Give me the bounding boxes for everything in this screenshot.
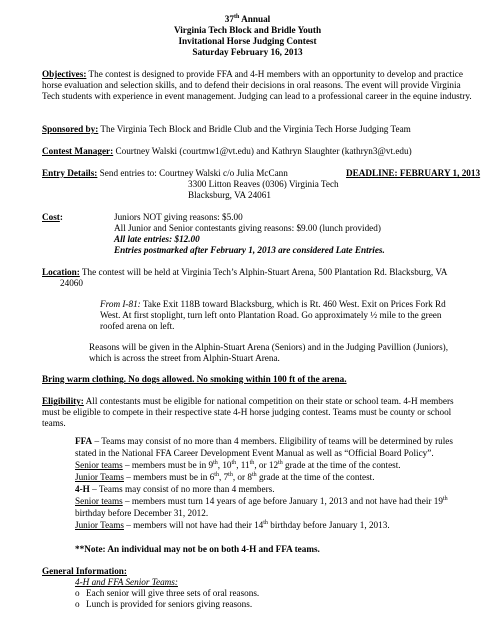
h4-text: – Teams may consist of no more than 4 members. bbox=[89, 484, 275, 494]
sup-th: th bbox=[214, 471, 219, 478]
h4-senior-text-a: – members must turn 14 years of age before January 1, 2013 and not have had their 19 bbox=[122, 496, 443, 506]
manager-label: Contest Manager: bbox=[42, 146, 114, 156]
directions-road: From I-81: bbox=[100, 299, 141, 309]
cost-juniors-no-reasons: Juniors NOT giving reasons: $5.00 bbox=[114, 212, 243, 222]
eligibility-text: All contestants must be eligible for national competition on their state or school team. 4-H members must be eligible to compete in their respective state 4-H horse judging contest. Teams must be county or school teams. bbox=[42, 396, 454, 428]
entry-address-line1: 3300 Litton Reaves (0306) Virginia Tech bbox=[188, 179, 339, 189]
ffa-junior-text-d: grade at the time of the contest. bbox=[256, 472, 375, 482]
general-info-subheading: 4-H and FFA Senior Teams: bbox=[75, 577, 178, 587]
ffa-rules bbox=[75, 436, 473, 459]
ffa-senior-text-e: grade at the time of the contest. bbox=[282, 460, 401, 470]
ffa-senior-text-c: , 11 bbox=[236, 460, 250, 470]
objectives-section bbox=[42, 69, 472, 102]
ffa-junior-label: Junior Teams bbox=[75, 472, 124, 482]
objectives-text: The contest is designed to provide FFA and 4-H members with an opportunity to develop and practice horse evaluation and selection skills, and to defend their decisions in oral reasons. The event will provide Virginia Tech students with experience in event management. Judging can lead to a professional career in the equine industry. bbox=[42, 69, 472, 101]
location-directions bbox=[100, 299, 466, 332]
list-item-text: Lunch is provided for seniors giving reasons. bbox=[86, 599, 253, 609]
sponsored-section bbox=[42, 124, 472, 135]
header-date: Saturday February 16, 2013 bbox=[192, 47, 303, 57]
ffa-junior-text-b: , 7 bbox=[218, 472, 229, 482]
sponsored-label: Sponsored by: bbox=[42, 124, 99, 134]
entry-address-line2: Blacksburg, VA 24061 bbox=[188, 190, 271, 200]
h4-junior-text-a: – members will not have had their 14 bbox=[123, 520, 264, 530]
directions-text: Take Exit 118B toward Blacksburg, which is Rt. 460 West. Exit on Prices Fork Rd West. At first stoplight, turn left onto Plantation Road. Go approximately ½ mile to the green roofed arena on left. bbox=[100, 299, 446, 331]
eligibility-section bbox=[42, 396, 472, 429]
cost-late-notice: Entries postmarked after February 1, 2013 are considered Late Entries. bbox=[114, 245, 385, 255]
objectives-label: Objectives: bbox=[42, 69, 87, 79]
list-item bbox=[75, 599, 253, 610]
cost-with-reasons: All Junior and Senior contestants giving reasons: $9.00 (lunch provided) bbox=[114, 223, 381, 233]
sup-th: th bbox=[213, 459, 218, 466]
h4-junior-text-b: birthday before January 1, 2013. bbox=[267, 520, 390, 530]
h4-senior-label: Senior teams bbox=[75, 496, 123, 506]
header-organizer: Virginia Tech Block and Bridle Youth bbox=[173, 25, 322, 35]
ffa-text: – Teams may consist of no more than 4 members. Eligibility of teams will be determined by rules stated in the National FFA Career Development Event Manual as well as “Official Board Policy”. bbox=[75, 436, 453, 458]
ffa-senior-text-d: , or 12 bbox=[254, 460, 279, 470]
bullet-icon: o bbox=[75, 599, 80, 609]
h4-label: 4-H bbox=[75, 484, 90, 494]
manager-section bbox=[42, 146, 472, 157]
general-info-label: General Information: bbox=[42, 566, 127, 576]
warning-notice: Bring warm clothing. No dogs allowed. No smoking within 100 ft of the arena. bbox=[42, 374, 347, 384]
sup-th: th bbox=[263, 519, 268, 526]
sup-th: th bbox=[442, 495, 448, 502]
cost-label-wrap bbox=[42, 212, 63, 223]
bullet-icon: o bbox=[75, 588, 80, 598]
entry-intro: Send entries to: Courtney Walski c/o Julia McCann bbox=[97, 168, 288, 178]
location-label: Location: bbox=[42, 267, 80, 277]
ffa-senior-text-b: , 10 bbox=[217, 460, 232, 470]
location-section bbox=[42, 267, 472, 278]
entry-deadline: DEADLINE: FEBRUARY 1, 2013 bbox=[346, 168, 481, 178]
location-reasons-note: Reasons will be given in the Alphin-Stuart Arena (Seniors) and in the Judging Pavillion (Juniors), which is across the street from Alphin-Stuart Arena. bbox=[89, 342, 449, 363]
cost-late-entries: All late entries: $12.00 bbox=[114, 234, 200, 244]
h4-senior-birthday: birthday before December 31, 2012. bbox=[75, 508, 209, 518]
header-anniversary: 37th Annual bbox=[224, 13, 271, 24]
sup-th: th bbox=[249, 459, 255, 466]
list-item bbox=[75, 588, 260, 599]
ffa-junior-teams bbox=[75, 472, 473, 483]
ffa-label: FFA bbox=[75, 436, 93, 446]
sup-th: th bbox=[231, 459, 237, 466]
entry-label: Entry Details: bbox=[42, 168, 98, 178]
h4-rules bbox=[75, 484, 275, 495]
location-text: The contest will be held at Virginia Tech’s Alphin-Stuart Arena, 500 Plantation Rd. Blacksburg, VA bbox=[79, 267, 448, 277]
h4-junior-label: Junior Teams bbox=[75, 520, 124, 530]
ffa-junior-text-c: , or 8 bbox=[232, 472, 252, 482]
cost-label: Cost bbox=[42, 212, 60, 222]
sup-th: th bbox=[228, 471, 233, 478]
cost-colon: : bbox=[59, 212, 63, 222]
eligibility-label: Eligibility: bbox=[42, 396, 84, 406]
manager-text: Courtney Walski (courtmw1@vt.edu) and Kathryn Slaughter (kathryn3@vt.edu) bbox=[113, 146, 412, 156]
header-contest-name: Invitational Horse Judging Contest bbox=[178, 36, 317, 46]
sup-th: th bbox=[278, 459, 283, 466]
team-membership-note: **Note: An individual may not be on both 4-H and FFA teams. bbox=[75, 544, 320, 554]
sup-th: th bbox=[251, 471, 257, 478]
ffa-senior-label: Senior teams bbox=[75, 460, 123, 470]
h4-senior-teams bbox=[75, 496, 475, 507]
sponsored-text: The Virginia Tech Block and Bridle Club and the Virginia Tech Horse Judging Team bbox=[98, 124, 411, 134]
list-item-text: Each senior will give three sets of oral reasons. bbox=[86, 588, 260, 598]
location-zip: 24060 bbox=[60, 278, 83, 288]
ffa-senior-teams bbox=[75, 460, 473, 471]
ffa-senior-text-a: – members must be in 9 bbox=[122, 460, 214, 470]
ffa-junior-text-a: – members must be in 6 bbox=[123, 472, 215, 482]
h4-junior-teams bbox=[75, 520, 475, 531]
